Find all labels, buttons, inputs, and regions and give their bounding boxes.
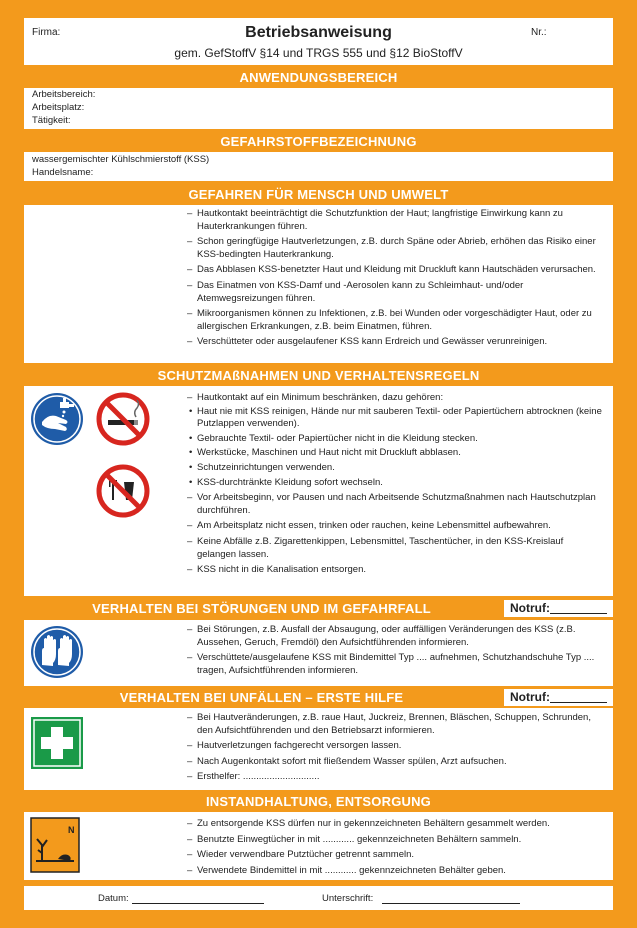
list-item: – Verschütteter oder ausgelaufener KSS kann Erdreich und Gewässer verunreinigen. (187, 336, 603, 349)
unfall-notruf (504, 689, 613, 706)
list-item: – Wieder verwendbare Putztücher getrennt sammeln. (187, 849, 603, 862)
instand-list (187, 818, 603, 877)
notruf-label: Notruf: (510, 690, 550, 704)
list-item: – Verschüttete/ausgelaufene KSS mit Bindemittel Typ .... aufnehmen, Schutzhandschuhe Typ .... tragen, Aufsichtführenden informieren. (187, 652, 603, 677)
arbeitsplatz-label: Arbeitsplatz: (32, 102, 85, 113)
substance-name: wassergemischter Kühlschmierstoff (KSS) (32, 154, 210, 165)
notruf-label: Notruf: (510, 601, 550, 615)
list-item: – Ersthelfer: ............................. (187, 771, 603, 784)
list-item: – Verwendete Bindemittel in mit ............ gekennzeichneten Behälter geben. (187, 865, 603, 878)
handelsname-label: Handelsname: (32, 167, 94, 178)
list-item: – Hautkontakt beeinträchtigt die Schutzfunktion der Haut; langfristige Einwirkung kann zu Hauterkrankungen führen. (187, 208, 603, 233)
schutz-list (187, 392, 603, 577)
nr-label: Nr.: (531, 27, 547, 38)
list-item: – Das Abblasen KSS-benetzter Haut und Kleidung mit Druckluft kann Hautschäden verursachen. (187, 264, 603, 277)
datum-label: Datum: (98, 893, 129, 904)
list-item: – Zu entsorgende KSS dürfen nur in gekennzeichneten Behältern gesammelt werden. (187, 818, 603, 831)
list-item: – Hautkontakt auf ein Minimum beschränken, dazu gehören: (187, 392, 603, 405)
sub-item: • Schutzeinrichtungen verwenden. (187, 462, 603, 475)
list-item: – Hautverletzungen fachgerecht versorgen lassen. (187, 740, 603, 753)
unfall-list (187, 712, 603, 784)
unterschrift-label: Unterschrift: (322, 893, 374, 904)
unfall-title: VERHALTEN BEI UNFÄLLEN – ERSTE HILFE (119, 690, 404, 705)
list-item: – Schon geringfügige Hautverletzungen, z.B. durch Späne oder Abrieb, erhöhen das Risiko einer KSS-bedingten Hauterkrankung. (187, 236, 603, 261)
list-item: – Bei Störungen, z.B. Ausfall der Absaugung, oder auffälligen Veränderungen des KSS (z.B. Aussehen, Geruch, Fremdöl) den Aufsichtführenden informieren. (187, 624, 603, 649)
gefahren-list (187, 208, 603, 349)
gefahren-title: GEFAHREN FÜR MENSCH UND UMWELT (188, 187, 449, 202)
gefahren-panel (24, 205, 613, 363)
stoerung-list (187, 624, 603, 677)
stoerung-title: VERHALTEN BEI STÖRUNGEN UND IM GEFAHRFALL (92, 601, 431, 616)
sub-item: • Werkstücke, Maschinen und Haut nicht mit Druckluft abblasen. (187, 447, 603, 460)
notruf-line (550, 702, 607, 703)
sub-item: • KSS-durchtränkte Kleidung sofort wechseln. (187, 477, 603, 490)
gefahrstoff-panel (24, 152, 613, 181)
schutz-title: SCHUTZMAßNAHMEN UND VERHALTENSREGELN (157, 368, 480, 383)
list-item: – Das Einatmen von KSS-Damf und -Aerosolen kann zu Schleimhaut- und/oder Atemwegsreizungen führen. (187, 280, 603, 305)
stoerung-notruf (504, 600, 613, 617)
schutz-panel (24, 386, 613, 596)
anwendung-title: ANWENDUNGSBEREICH (239, 70, 398, 85)
hand-washing-icon (30, 392, 84, 446)
firma-label: Firma: (32, 27, 61, 38)
unfall-panel (24, 708, 613, 790)
sub-item: • Gebrauchte Textil- oder Papiertücher nicht in die Kleidung stecken. (187, 433, 603, 446)
no-smoking-icon (96, 392, 150, 446)
gefahrstoff-title: GEFAHRSTOFFBEZEICHNUNG (220, 134, 417, 149)
gloves-icon (30, 625, 84, 679)
first-aid-icon (30, 716, 84, 770)
anwendung-panel (24, 88, 613, 129)
list-item: – Nach Augenkontakt sofort mit fließendem Wasser spülen, Arzt aufsuchen. (187, 756, 603, 769)
header-panel (24, 18, 613, 65)
list-item: – Bei Hautveränderungen, z.B. raue Haut, Juckreiz, Brennen, Bläschen, Schuppen, Schrunden, den Aufsichtführenden und den Betriebsarzt informieren. (187, 712, 603, 737)
no-eating-drinking-icon (96, 464, 150, 518)
hazard-letter: N (68, 825, 75, 835)
list-item: – Vor Arbeitsbeginn, vor Pausen und nach Arbeitsende Schutzmaßnahmen nach Hautschutzplan durchführen. (187, 492, 603, 517)
notruf-line (550, 613, 607, 614)
list-item: – Mikroorganismen können zu Infektionen, z.B. bei Wunden oder vorgeschädigter Haut, oder zu allergischen Erkrankungen, z.B. beim Einatmen, führen. (187, 308, 603, 333)
sub-item: • Haut nie mit KSS reinigen, Hände nur mit sauberen Textil- oder Papiertüchern abtrocknen (keine Putzlappen verwenden). (187, 406, 603, 431)
stoerung-panel (24, 620, 613, 686)
instand-panel (24, 812, 613, 880)
instand-title: INSTANDHALTUNG, ENTSORGUNG (206, 794, 431, 809)
environment-hazard-icon (30, 817, 80, 873)
list-item: – Keine Abfälle z.B. Zigarettenkippen, Lebensmittel, Taschentücher, in den KSS-Kreislauf gelangen lassen. (187, 536, 603, 561)
datum-line[interactable] (132, 903, 264, 904)
list-item: – Am Arbeitsplatz nicht essen, trinken oder rauchen, keine Lebensmittel aufbewahren. (187, 520, 603, 533)
taetigkeit-label: Tätigkeit: (32, 115, 71, 126)
document-title: Betriebsanweisung (245, 24, 392, 41)
list-item: – KSS nicht in die Kanalisation entsorgen. (187, 564, 603, 577)
document-subtitle: gem. GefStoffV §14 und TRGS 555 und §12 BioStoffV (174, 46, 463, 60)
list-item: – Benutzte Einwegtücher in mit ............ gekennzeichneten Behältern sammeln. (187, 834, 603, 847)
footer-panel (24, 886, 613, 910)
arbeitsbereich-label: Arbeitsbereich: (32, 89, 96, 100)
unterschrift-line[interactable] (382, 903, 520, 904)
